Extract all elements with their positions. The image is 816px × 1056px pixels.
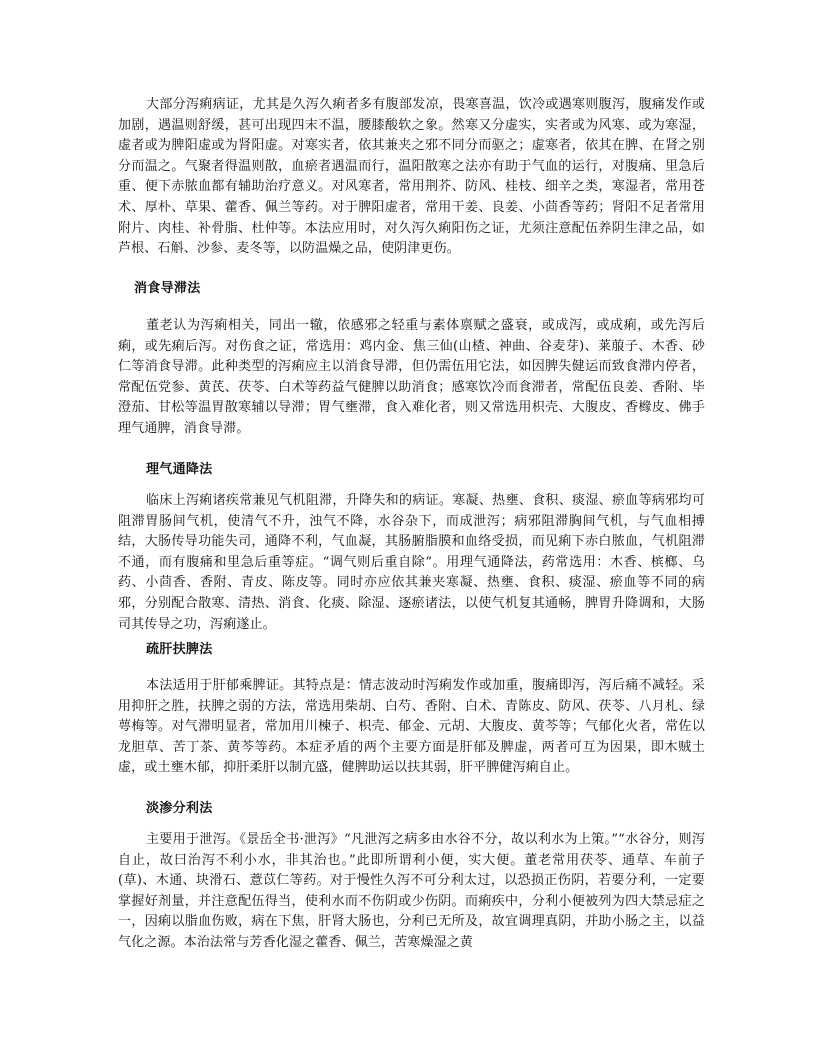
paragraph-liver-spleen-method: 本法适用于肝郁乘脾证。其特点是：情志波动时泻痢发作或加重，腹痛即泻，泻后痛不减轻。采用抑肝之胜，扶脾之弱的方法，常选用柴胡、白芍、香附、白术、青陈皮、防风、茯苓、八月札、绿萼梅等。对气滞明显者，常加用川楝子、枳壳、郁金、元胡、大腹皮、黄芩等；气郁化火者，常佐以龙胆草、苦丁茶、黄芩等药。本症矛盾的两个主要方面是肝郁及脾虚，两者可互为因果，即木贼土虚，或土壅木郁，抑肝柔肝以制亢盛，健脾助运以扶其弱，肝平脾健泻痢自止。 bbox=[118, 678, 705, 776]
paragraph-warming: 大部分泻痢病证，尤其是久泻久痢者多有腹部发凉，畏寒喜温，饮冷或遇寒则腹泻，腹痛发作或加剧，遇温则舒缓，甚可出现四末不温，腰膝酸软之象。然寒又分虚实，实者或为风寒、或为寒湿，虚者或为脾阳虚或为肾阳虚。对寒实者，依其兼夹之邪不同分而驱之；虚寒者，依其在脾、在肾之别分而温之。气聚者得温则散，血瘀者遇温而行，温阳散寒之法亦有助于气血的运行，对腹痛、里急后重、便下赤脓血都有辅助治疗意义。对风寒者，常用荆芥、防风、桂枝、细辛之类，寒湿者，常用苍术、厚朴、草果、藿香、佩兰等药。对于脾阳虚者，常用干姜、良姜、小茴香等药；肾阳不足者常用附片、肉桂、补骨脂、杜仲等。本法应用时，对久泻久痢阳伤之证，尤须注意配伍养阴生津之品，如芦根、石斛、沙参、麦冬等，以防温燥之品，使阴津更伤。 bbox=[118, 97, 705, 257]
heading-liver-spleen-method: 疏肝扶脾法 bbox=[146, 642, 213, 657]
paragraph-digestion-method: 董老认为泻痢相关，同出一辙，依感邪之轻重与素体禀赋之盛衰，或成泻，或成痢，或先泻后痢，或先痢后泻。对伤食之证，常选用：鸡内金、焦三仙(山楂、神曲、谷麦芽)、莱菔子、木香、砂仁等消食导滞。此种类型的泻痢应主以消食导滞，但仍需伍用它法，如因脾失健运而致食滞内停者，常配伍党参、黄芪、茯苓、白术等药益气健脾以助消食；感寒饮冷而食滞者，常配伍良姜、香附、毕澄茄、甘松等温胃散寒辅以导滞；胃气壅滞，食入难化者，则又常选用枳壳、大腹皮、香橼皮、佛手理气通脾，消食导滞。 bbox=[118, 318, 705, 436]
heading-diuretic-method: 淡渗分利法 bbox=[146, 801, 213, 816]
heading-qi-regulating-method: 理气通降法 bbox=[146, 462, 213, 477]
paragraph-diuretic-method: 主要用于泄泻。《景岳全书·泄泻》“凡泄泻之病多由水谷不分，故以利水为上策。”“水谷分，则泻自止，故曰治泻不利小水，非其治也。”此即所谓利小便，实大便。董老常用茯苓、通草、车前子(草)、木通、块滑石、薏苡仁等药。对于慢性久泻不可分利太过，以恐损正伤阴，若要分利，一定要掌握好剂量，并注意配伍得当，使利水而不伤阴或少伤阴。而痢疾中，分利小便被列为四大禁忌症之一，因痢以脂血伤败，病在下焦，肝肾大肠也，分利已无所及，故宜调理真阴，并助小肠之主，以益气化之源。本治法常与芳香化湿之藿香、佩兰，苦寒燥湿之黄 bbox=[118, 832, 705, 950]
heading-digestion-method: 消食导滞法 bbox=[134, 281, 201, 296]
paragraph-qi-regulating-method: 临床上泻痢诸疾常兼见气机阻滞，升降失和的病证。寒凝、热壅、食积、痰湿、瘀血等病邪均可阻滞胃肠间气机，使清气不升，浊气不降，水谷杂下，而成泄泻；病邪阻滞胸间气机，与气血相搏结，大肠传导功能失司，通降不利，气血凝，其肠腑脂膜和血络受损，而见痢下赤白脓血，气机阻滞不通，而有腹痛和里急后重等症。“调气则后重自除”。用理气通降法，药常选用：木香、槟榔、乌药、小茴香、香附、青皮、陈皮等。同时亦应依其兼夹寒凝、热壅、食积、痰湿、瘀血等不同的病邪，分别配合散寒、清热、消食、化痰、除湿、逐瘀诸法，以使气机复其通畅，脾胃升降调和，大肠司其传导之功，泻痢遂止。 bbox=[118, 493, 705, 632]
